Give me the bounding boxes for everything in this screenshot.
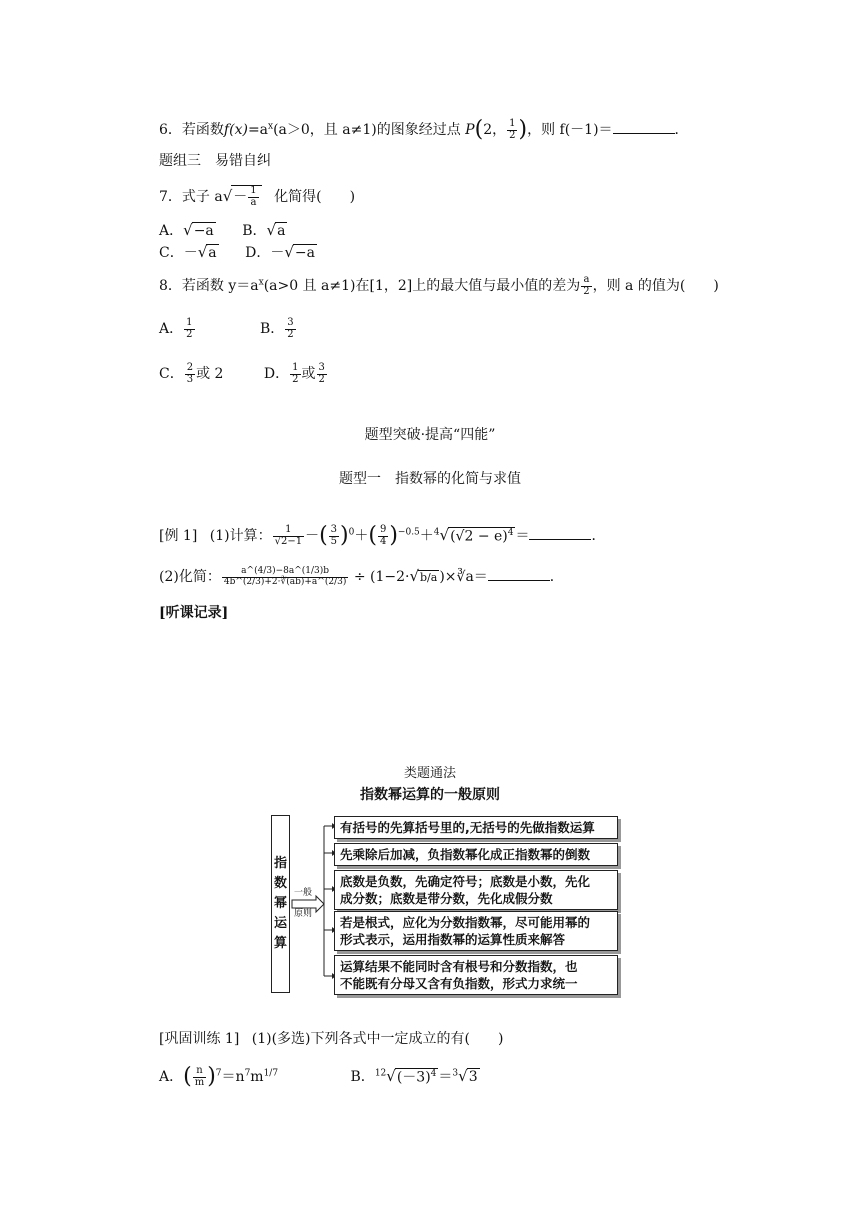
diagram-left-char: 运	[273, 916, 287, 931]
diagram-mid-bottom: 原则	[294, 909, 313, 919]
q6-point-label: P	[460, 122, 475, 139]
q7-options-ab	[159, 221, 287, 240]
rule-text: 运算结果不能同时含有根号和分数指数，也	[340, 959, 578, 974]
ex1-minus: －	[305, 528, 320, 545]
sqrt-icon: √	[183, 221, 193, 239]
q8-option-c	[185, 363, 195, 385]
train-b-index: 12	[374, 1068, 387, 1079]
train-a-exp2: 7	[244, 1068, 251, 1079]
rule-box-5	[334, 955, 618, 995]
ex1-p2-num: a^(4/3)−8a^(1/3)b	[222, 567, 349, 577]
training-1	[159, 1031, 503, 1048]
q8-option-b-label: B．	[259, 321, 285, 337]
q8-option-a	[184, 318, 194, 340]
ex1-root-body: (√2 − e)	[450, 528, 508, 545]
train-a-frac	[193, 1066, 206, 1088]
diagram-connectors	[290, 815, 336, 995]
q8-d-num1: 1	[292, 362, 299, 373]
rule-text: 成分数；底数是带分数，先化成假分数	[340, 891, 553, 906]
q6-condition: (a＞0，且 a≠1)的图象经过点	[273, 122, 461, 139]
q7-frac	[248, 186, 258, 208]
summary-label: 类题通法	[403, 766, 456, 781]
rule-box-2	[334, 843, 618, 866]
ex1-eq: ＝	[515, 528, 530, 545]
train-b-rhs-index: 3	[452, 1068, 459, 1079]
ex1-radicand	[448, 527, 515, 545]
q8-b-num: 3	[287, 317, 294, 328]
training-text: (1)(多选)下列各式中一定成立的有( )	[251, 1031, 504, 1047]
rule-box-1	[334, 816, 618, 839]
train-option-a-label: A．	[159, 1069, 184, 1086]
q7-neg: －	[233, 189, 248, 205]
type-1-title: 题型一 指数幂的化简与求值	[339, 471, 521, 487]
q7-option-c-value: a	[208, 245, 217, 261]
q7-option-d-value: −a	[294, 245, 315, 261]
train-b-body: (－3)	[396, 1069, 431, 1086]
rule-text: 若是根式，应化为分数指数幂，尽可能用幂的	[340, 915, 591, 930]
diagram-left-char: 算	[273, 936, 287, 951]
ex1-p2-radicand: b/a	[420, 571, 438, 584]
q8-option-d-label: D．	[263, 366, 290, 382]
listen-record: [听课记录]	[159, 605, 229, 621]
ex1-p2-label: (2)化简：	[159, 569, 221, 585]
q8-frac-den: 2	[583, 285, 590, 297]
summary-title: 指数幂运算的一般原则	[360, 787, 500, 803]
diagram-left-char: 指	[273, 856, 287, 871]
ex1-root-exp: 4	[507, 527, 514, 538]
root-icon: √	[386, 1067, 396, 1086]
diagram-mid-top: 一般	[294, 888, 313, 898]
q8-frac	[581, 275, 591, 297]
ex1-f2-den: 5	[330, 535, 338, 547]
q7-option-b-value: a	[277, 223, 286, 239]
paren-open: (	[368, 523, 377, 548]
train-option-b-label: B．	[350, 1069, 375, 1086]
rule-box-3	[334, 870, 618, 910]
q8-frac-num: a	[581, 275, 591, 287]
q8-options-cd	[159, 363, 328, 385]
q7-prefix: 7．式子 a	[159, 189, 223, 205]
q8-exponent: x	[258, 277, 264, 288]
q8-a-den: 2	[186, 328, 193, 340]
q7-frac-den: a	[250, 196, 257, 208]
q8-b-den: 2	[287, 328, 294, 340]
train-a-den: m	[194, 1076, 205, 1088]
root-icon: √	[409, 567, 420, 585]
q8-d-den2: 2	[318, 373, 325, 385]
q6-tail: ，则 f(－1)＝	[527, 122, 613, 139]
q8-d-den1: 2	[292, 373, 299, 385]
ex1-f1-den: √2−1	[274, 535, 303, 547]
train-a-exp3: 1/7	[263, 1068, 279, 1079]
ex1-f3-den: 4	[379, 535, 387, 547]
group-3-heading: 题组三 易错自纠	[159, 153, 271, 169]
q6-paren-open: (	[474, 117, 484, 142]
ex1-plus: ＋	[354, 528, 369, 545]
diagram-left-char: 数	[273, 876, 287, 891]
q7-option-d-label: D．－	[245, 245, 285, 261]
ex1-p2-den: 4b^(2/3)+2·∛(ab)+a^(2/3)	[223, 576, 347, 587]
q6-text: 6．若函数	[159, 122, 224, 139]
question-6	[159, 117, 689, 143]
question-8	[159, 275, 719, 297]
q6-paren-close: )	[518, 117, 528, 142]
example-1-part-1	[159, 523, 605, 549]
q8-text3: ，则 a 的值为( )	[592, 278, 719, 294]
diagram-left-box	[271, 815, 290, 993]
q8-text: 8．若函数 y＝a	[159, 278, 259, 294]
q6-point-y	[507, 119, 517, 141]
ex1-answer-blank-2	[488, 568, 550, 581]
question-7	[159, 185, 355, 208]
ex1-exp-0: 0	[348, 527, 355, 538]
paren-close: )	[389, 523, 398, 548]
train-b-exp: 4	[430, 1068, 437, 1079]
section-title: 题型突破·提高“四能”	[364, 427, 496, 443]
q7-options-cd	[159, 243, 317, 262]
q6-frac-den: 2	[509, 129, 516, 141]
ex1-root-index: 4	[433, 527, 440, 538]
ex1-period: ．	[591, 528, 606, 545]
ex1-p2-end: )×∛a＝	[439, 569, 488, 585]
q7-option-b-label: B．	[242, 223, 267, 239]
ex1-plus-2: ＋	[419, 528, 434, 545]
training-1-options	[159, 1064, 480, 1090]
train-a-eq: ＝n	[221, 1069, 245, 1086]
q8-c-den: 3	[186, 373, 194, 385]
rule-text: 先乘除后加减，负指数幂化成正指数幂的倒数	[340, 847, 591, 862]
sqrt-icon: √	[197, 243, 208, 261]
ex1-f3-num: 9	[379, 524, 387, 536]
q6-frac-num: 1	[509, 118, 516, 130]
q7-option-a-label: A．	[159, 223, 184, 239]
ex1-frac-2	[329, 525, 339, 547]
paren-close: )	[340, 523, 349, 548]
ex1-p1-label: (1)计算：	[209, 528, 272, 545]
sqrt-icon: √	[284, 243, 294, 261]
root-icon: √	[439, 526, 450, 545]
paren-close: )	[207, 1064, 216, 1089]
ex1-p2-mid: ÷ (1−2·	[353, 569, 410, 585]
q8-a-num: 1	[186, 317, 193, 328]
q8-c-tail: 或 2	[196, 366, 224, 382]
q7-option-c-label: C．－	[159, 245, 198, 261]
q8-d-or: 或	[301, 366, 316, 382]
q7-frac-num: 1	[250, 185, 257, 196]
q6-period: ．	[674, 122, 689, 139]
train-a-m: m	[250, 1069, 264, 1086]
q6-exponent: x	[268, 121, 274, 132]
q8-option-a-label: A．	[159, 321, 184, 337]
root-icon: √	[458, 1067, 468, 1086]
q8-text2: (a>0 且 a≠1)在[1，2]上的最大值与最小值的差为	[263, 278, 581, 294]
q6-fx: f(x)	[223, 122, 248, 139]
sqrt-icon: √	[266, 221, 277, 239]
q8-d-num2: 3	[318, 362, 325, 373]
q7-radicand	[231, 185, 261, 208]
rule-text: 形式表示，运用指数幂的运算性质来解答	[340, 932, 566, 947]
example-label: [例 1]	[159, 528, 198, 545]
ex1-period: ．	[549, 569, 564, 585]
q7-radical-sign: √	[222, 187, 233, 205]
ex1-f2-num: 3	[330, 524, 338, 536]
train-b-rhs: 3	[468, 1069, 478, 1086]
q6-answer-blank	[613, 121, 675, 134]
train-a-num: n	[193, 1066, 206, 1078]
ex1-frac-3	[378, 525, 388, 547]
q8-option-b	[285, 318, 295, 340]
q8-c-num: 2	[186, 362, 194, 373]
q8-option-d-2	[317, 363, 327, 385]
rule-box-4	[334, 911, 618, 951]
q8-options-ab	[159, 318, 297, 340]
q7-option-a-value: −a	[193, 223, 214, 239]
ex1-answer-blank-1	[529, 527, 591, 540]
ex1-p2-frac	[222, 567, 349, 587]
example-1-part-2	[159, 567, 564, 587]
train-b-radicand	[395, 1068, 439, 1086]
training-label: [巩固训练 1]	[159, 1031, 240, 1047]
ex1-frac-1	[273, 525, 304, 547]
train-a-exp: 7	[215, 1068, 222, 1079]
ex1-f1-num: 1	[273, 525, 304, 537]
paren-open: (	[183, 1064, 192, 1089]
paren-open: (	[319, 523, 328, 548]
q7-suffix: 化简得( )	[274, 189, 356, 205]
rule-text: 有括号的先算括号里的,无括号的先做指数运算	[340, 820, 595, 835]
q8-option-c-label: C．	[159, 366, 184, 382]
ex1-exp-neg: −0.5	[397, 527, 420, 538]
q6-point-x: 2，	[483, 122, 507, 139]
q8-option-d-1	[290, 363, 300, 385]
q6-eq: =a	[247, 122, 269, 139]
rule-text: 不能既有分母又含有负指数，形式力求统一	[340, 976, 578, 991]
diagram-left-char: 幂	[273, 896, 287, 911]
train-b-eq: ＝	[438, 1069, 453, 1086]
rule-text: 底数是负数，先确定符号；底数是小数，先化	[340, 874, 591, 889]
